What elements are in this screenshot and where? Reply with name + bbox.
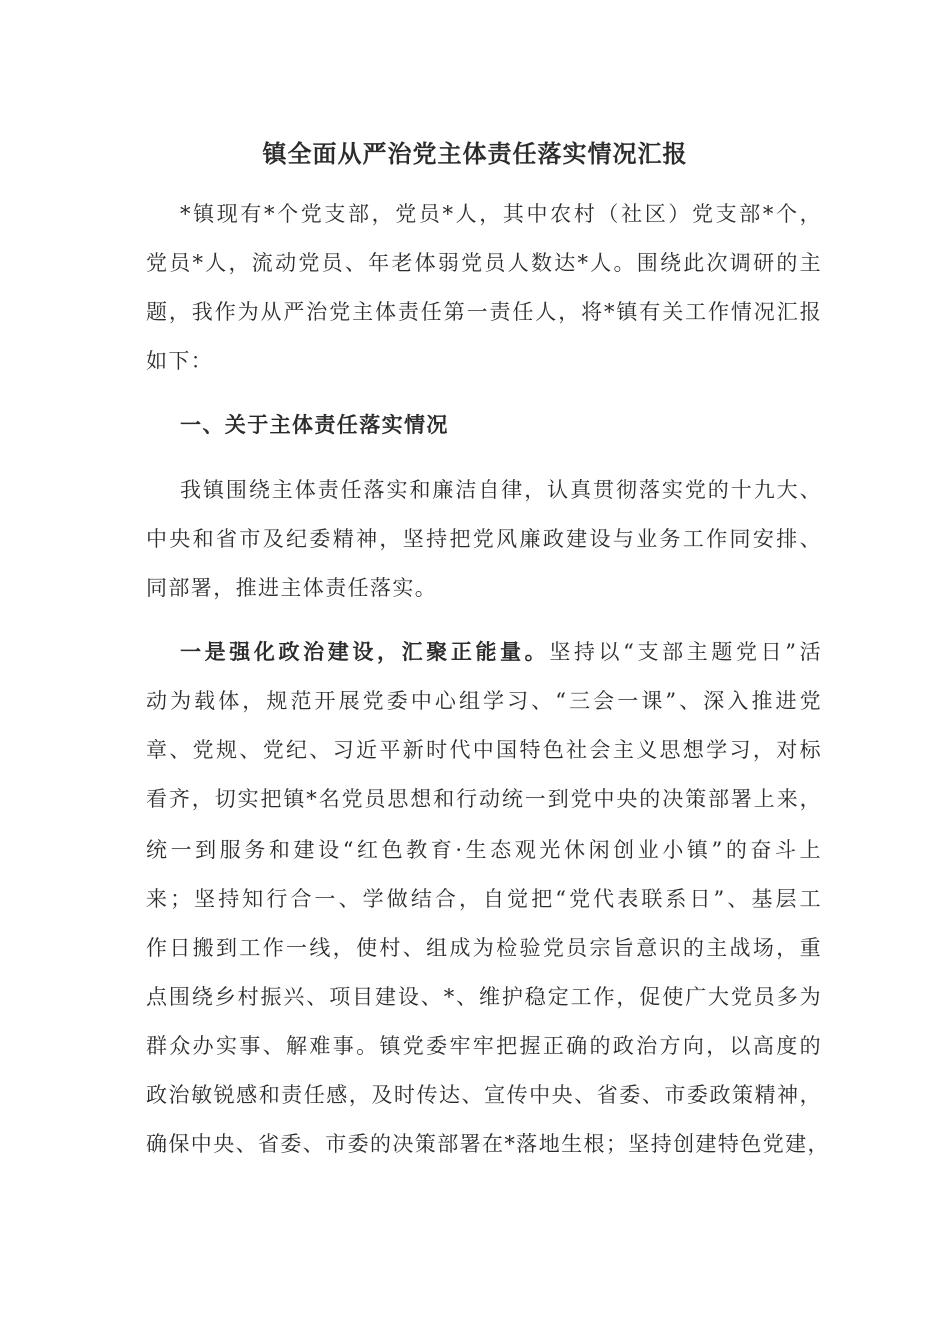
point1-line-1	[180, 632, 822, 672]
intro-line-1: *镇现有*个党支部，党员*人，其中农村（社区）党支部*个，	[180, 202, 822, 226]
document-title: 镇全面从严治党主体责任落实情况汇报	[262, 139, 688, 168]
point1-line-5: 统一到服务和建设“红色教育·生态观光休闲创业小镇”的奋斗上	[146, 838, 822, 862]
point1-line-4: 看齐，切实把镇*名党员思想和行动统一到党中央的决策部署上来，	[146, 787, 822, 811]
point1-line-3: 章、党规、党纪、习近平新时代中国特色社会主义思想学习，对标	[146, 738, 822, 762]
point1-line-7: 作日搬到工作一线，使村、组成为检验党员宗旨意识的主战场，重	[146, 936, 822, 960]
intro-line-4: 如下：	[146, 349, 214, 373]
point1-line-9: 群众办实事、解难事。镇党委牢牢把握正确的政治方向，以高度的	[146, 1034, 822, 1058]
point1-lead: 一是强化政治建设，汇聚正能量。	[180, 639, 550, 664]
point1-line-2: 动为载体，规范开展党委中心组学习、“三会一课”、深入推进党	[146, 689, 822, 713]
section1-line-3: 同部署，推进主体责任落实。	[146, 576, 438, 600]
point1-line-11: 确保中央、省委、市委的决策部署在*落地生根；坚持创建特色党建，	[146, 1132, 830, 1156]
intro-line-3: 题，我作为从严治党主体责任第一责任人，将*镇有关工作情况汇报	[146, 300, 822, 324]
section-heading: 一、关于主体责任落实情况	[180, 412, 449, 437]
point1-line-10: 政治敏锐感和责任感，及时传达、宣传中央、省委、市委政策精神，	[146, 1083, 822, 1107]
intro-line-2: 党员*人，流动党员、年老体弱党员人数达*人。围绕此次调研的主	[146, 251, 822, 275]
section1-line-2: 中央和省市及纪委精神，坚持把党风廉政建设与业务工作同安排、	[146, 527, 822, 551]
point1-line-6: 来；坚持知行合一、学做结合，自觉把“党代表联系日”、基层工	[146, 887, 822, 911]
point1-first-line-rest: 坚持以“支部主题党日”活	[549, 640, 823, 664]
section1-line-1: 我镇围绕主体责任落实和廉洁自律，认真贯彻落实党的十九大、	[180, 478, 822, 502]
point1-line-8: 点围绕乡村振兴、项目建设、*、维护稳定工作，促使广大党员多为	[146, 985, 822, 1009]
